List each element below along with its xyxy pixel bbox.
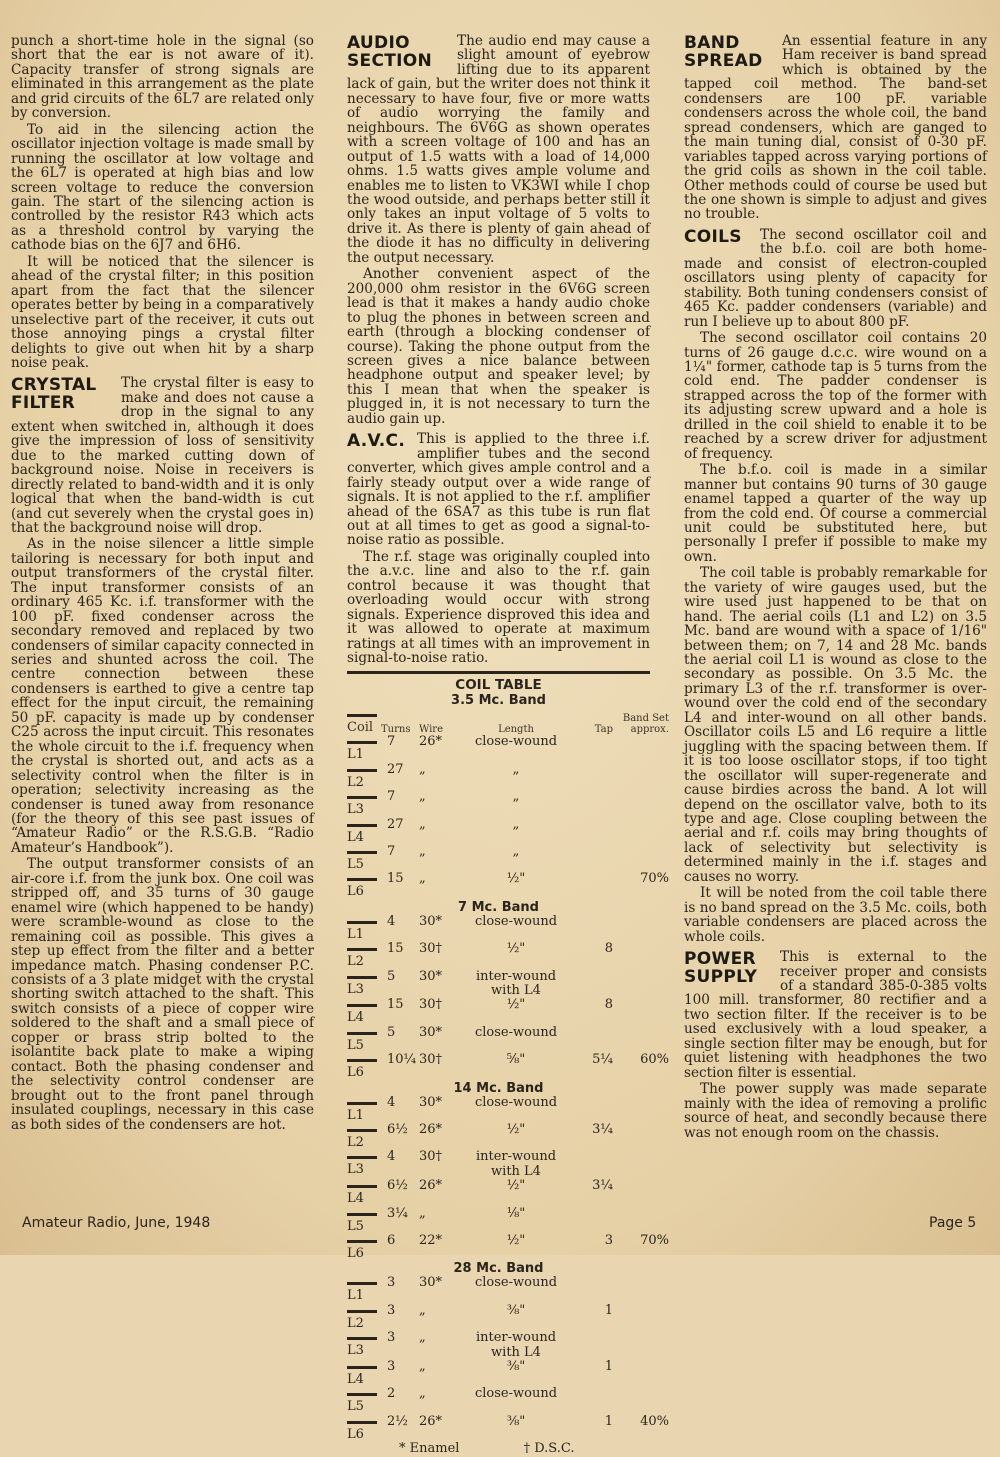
table-cell: 3¼ bbox=[592, 1121, 613, 1137]
table-cell: L5 bbox=[347, 851, 377, 872]
table-row bbox=[347, 1233, 669, 1262]
table-cell bbox=[617, 942, 669, 969]
table-row bbox=[347, 1207, 650, 1234]
table-cell bbox=[617, 790, 669, 817]
table-cell: L2 bbox=[347, 948, 377, 969]
table-cell: 70% bbox=[640, 1233, 669, 1249]
table-cell: 27 bbox=[387, 761, 404, 777]
table-row bbox=[347, 942, 650, 969]
table-cell: 30† bbox=[419, 997, 443, 1013]
power-supply-section bbox=[684, 950, 987, 1140]
table-cell: 6½ bbox=[387, 1178, 408, 1194]
band-title: 14 Mc. Band bbox=[453, 1080, 544, 1096]
table-cell bbox=[617, 1123, 669, 1150]
table-cell: „ bbox=[512, 816, 520, 832]
table-cell: 3¼ bbox=[592, 1178, 613, 1194]
table-cell: 30† bbox=[419, 941, 443, 957]
section-heading: AUDIO SECTION bbox=[347, 33, 433, 71]
table-cell bbox=[617, 818, 669, 845]
paragraph: Another convenient aspect of the 200,000 ohm resistor in the 6V6G screen lead is that it makes a handy audio choke to plug the phones in between screen and earth (through a blocking condenser of course). Taking the phone output from the screen gives a nice balance between headphone output and speaker level; by this I mean that when the speaker is plugged in, it is not necessary to turn the audio gain up. bbox=[347, 266, 650, 427]
table-cell bbox=[575, 915, 613, 942]
column-header: Coil bbox=[347, 714, 377, 735]
table-cell: 15 bbox=[387, 997, 404, 1013]
table-row bbox=[347, 1276, 650, 1303]
column-header: Turns bbox=[381, 724, 411, 736]
table-cell: 30* bbox=[419, 968, 443, 984]
table-cell: 4 bbox=[387, 1094, 396, 1110]
paragraph: It will be noticed that the silencer is ahead of the crystal filter; in this position apart from the fact that the silencer operates better by being in a comparatively unselective part of the receiver, it cuts out those annoying pings a crystal filter delights to give out when hit by a sharp noise peak. bbox=[11, 253, 314, 371]
table-cell: close-wound bbox=[474, 734, 558, 750]
table-row bbox=[347, 845, 650, 872]
table-cell: close-wound bbox=[474, 1386, 558, 1402]
column-2 bbox=[347, 33, 669, 1457]
table-cell: „ bbox=[419, 1359, 426, 1375]
table-cell bbox=[617, 1207, 669, 1234]
paragraph: To aid in the silencing action the oscillator injection voltage is made small by running the oscillator at low voltage and the 6L7 is operated at high bias and low screen voltage to reduce the conversion gain. The start of the silencing action is controlled by the resistor R43 which acts as a threshold control by varying the cathode bias on the 6J7 and 6H6. bbox=[11, 121, 314, 254]
table-cell: „ bbox=[419, 761, 426, 777]
column-1 bbox=[11, 34, 314, 1132]
table-cell: 3 bbox=[387, 1275, 396, 1291]
table-cell: L5 bbox=[347, 1213, 377, 1234]
paragraph: The second oscillator coil and the b.f.o. coil are both home-made and consist of electron-coupled oscillators using plenty of capacity for stability. Both tuning condensers consist of 465 Kc. padder condensers (variable) and run I believe up to about 800 pF. bbox=[684, 226, 987, 330]
table-cell: 40% bbox=[640, 1413, 669, 1429]
table-cell bbox=[461, 1331, 571, 1360]
table-cell: „ bbox=[419, 871, 426, 887]
table-cell bbox=[617, 1179, 669, 1206]
table-cell: 2 bbox=[387, 1386, 396, 1402]
table-row bbox=[347, 970, 650, 999]
table-cell bbox=[575, 845, 613, 872]
table-cell: „ bbox=[419, 789, 426, 805]
table-cell: 4 bbox=[387, 913, 396, 929]
table-cell: ½" bbox=[506, 941, 526, 957]
table-cell: „ bbox=[512, 761, 520, 777]
table-cell: 6½ bbox=[387, 1121, 408, 1137]
table-cell: ½" bbox=[506, 1178, 526, 1194]
table-cell: L2 bbox=[347, 769, 377, 790]
table-cell: L5 bbox=[347, 1393, 377, 1414]
table-cell: L1 bbox=[347, 741, 377, 762]
table-cell: L6 bbox=[347, 878, 377, 899]
table-cell bbox=[617, 1360, 669, 1387]
table-cell bbox=[575, 1387, 613, 1414]
band-spread-section bbox=[684, 34, 987, 222]
table-cell bbox=[617, 1276, 669, 1303]
section-heading: BAND SPREAD bbox=[684, 33, 763, 71]
table-row bbox=[347, 763, 650, 790]
table-cell: ⅛" bbox=[506, 1205, 526, 1221]
table-cell: 27 bbox=[387, 816, 404, 832]
table-cell: L4 bbox=[347, 1366, 377, 1387]
table-row bbox=[347, 1179, 650, 1206]
table-cell: „ bbox=[419, 1386, 426, 1402]
section-heading: A.V.C. bbox=[347, 431, 406, 452]
table-cell bbox=[575, 970, 613, 999]
coil-table-body bbox=[347, 692, 669, 1442]
table-cell: L1 bbox=[347, 1282, 377, 1303]
table-cell: 15 bbox=[387, 871, 404, 887]
table-cell bbox=[617, 970, 669, 999]
table-cell bbox=[575, 1331, 613, 1360]
table-cell: „ bbox=[419, 1205, 426, 1221]
table-cell: L5 bbox=[347, 1032, 377, 1053]
paragraph: The r.f. stage was originally coupled into the a.v.c. line and also to the r.f. gain control because it was thought that overloading would occur with strong signals. Experience disproved this idea and it was allowed to operate at maximum ratings at all times with an improvement in signal-to-noise ratio. bbox=[347, 548, 650, 667]
table-cell bbox=[461, 970, 571, 999]
table-cell: „ bbox=[419, 816, 426, 832]
table-cell bbox=[617, 1096, 669, 1123]
table-cell: „ bbox=[419, 1330, 426, 1346]
table-cell: 30* bbox=[419, 913, 443, 929]
table-cell: 8 bbox=[604, 941, 613, 957]
paragraph: The output transformer consists of an air-core i.f. from the junk box. One coil was stripped off, and 35 turns of 30 gauge enamel wire (which happened to be handy) were scramble-wound as close to the remaining coil as possible. This gives a step up effect from the filter and a better impedance match. Phasing condenser P.C. consists of a 3 plate midget with the crystal shorting switch attached to the shaft. This switch consists of a piece of copper wire soldered to the shaft and a small piece of copper or brass strip bolted to the isolantite back plate to make a wiping contact. Both the phasing condenser and the selectivity control condenser are brought out to the front panel through insulated couplings, necessary in this case as both sides of the condensers are hot. bbox=[11, 856, 314, 1133]
table-cell: ½" bbox=[506, 1233, 526, 1249]
paragraph: An essential feature in any Ham receiver is band spread which is obtained by the tapped coil method. The band-set condensers are 100 pF. variable condensers across the whole coil, the band spread condensers, which are ganged to the main tuning dial, consist of 0-30 pF. variables tapped across varying portions of the grid coils as shown in the coil table. Other methods could of course be used but the one shown is simple to adjust and gives no trouble. bbox=[684, 33, 987, 223]
table-row bbox=[347, 1360, 650, 1387]
table-cell bbox=[617, 735, 669, 762]
table-cell: 15 bbox=[387, 941, 404, 957]
table-row bbox=[347, 1413, 669, 1442]
table-row bbox=[347, 1331, 650, 1360]
paragraph: This is external to the receiver proper and consists of a standard 385-0-385 volts 100 mill. transformer, 80 rectifier and a two section filter. If the receiver is to be used exclusively with a loud speaker, a single section filter may be enough, but for quiet listening with headphones the two section filter is essential. bbox=[684, 949, 987, 1081]
footer-publication: Amateur Radio, June, 1948 bbox=[22, 1215, 211, 1231]
table-cell: 4 bbox=[387, 1149, 396, 1165]
table-row bbox=[347, 1026, 650, 1053]
audio-section bbox=[347, 34, 650, 426]
column-3 bbox=[684, 34, 987, 1140]
table-row bbox=[347, 871, 669, 900]
table-cell: 1 bbox=[604, 1359, 613, 1375]
coil-table-header bbox=[347, 708, 669, 736]
paragraph: The second oscillator coil contains 20 turns of 26 gauge d.c.c. wire wound on a 1¼" former, cathode tap is 5 turns from the cold end. The padder condenser is strapped across the top of the former with its adjusting screw upward and a hole is drilled in the coil shield to enable it to be reached by a screw driver for adjustment of frequency. bbox=[684, 330, 987, 462]
table-cell: 26* bbox=[419, 1178, 443, 1194]
table-cell: close-wound bbox=[474, 1094, 558, 1110]
table-cell: L3 bbox=[347, 1337, 377, 1360]
coil-table bbox=[347, 671, 669, 1457]
table-cell bbox=[575, 763, 613, 790]
table-cell: ⅜" bbox=[506, 1359, 526, 1375]
table-cell: 5 bbox=[387, 1024, 396, 1040]
table-cell bbox=[617, 1331, 669, 1360]
table-cell: 5 bbox=[387, 968, 396, 984]
paragraph: punch a short-time hole in the signal (so short that the ear is not aware of it). Capacity transfer of strong signals are eliminated in this arrangement as the plate and grid circuits of the 6L7 are related only by conversion. bbox=[11, 33, 314, 122]
table-cell: ½" bbox=[506, 997, 526, 1013]
column-header: Wire bbox=[419, 724, 443, 736]
table-cell: ½" bbox=[506, 871, 526, 887]
footnote-enamel: * Enamel bbox=[399, 1441, 460, 1457]
paragraph: The audio end may cause a slight amount of eyebrow lifting due to its apparent lack of gain, but the writer does not think it necessary to have four, five or more watts of audio worrying the family and neighbours. The 6V6G as shown operates with a screen voltage of 100 and has an output of 1.5 watts with a load of 14,000 ohms. 1.5 watts gives ample volume and enables me to listen to VK3WI while I chop the wood outside, and perhaps better still it only takes an input voltage of 5 volts to drive it. As there is plenty of gain ahead of the diode it has no difficulty in delivering the output necessary. bbox=[347, 33, 650, 266]
table-cell: L6 bbox=[347, 1059, 377, 1080]
table-cell bbox=[617, 845, 669, 872]
footnote-dsc: † D.S.C. bbox=[523, 1441, 575, 1457]
length-line: with L4 bbox=[491, 982, 541, 998]
table-cell bbox=[575, 1207, 613, 1234]
table-cell: 30* bbox=[419, 1275, 443, 1291]
table-cell: L4 bbox=[347, 1004, 377, 1025]
table-cell: L2 bbox=[347, 1129, 377, 1150]
table-cell bbox=[575, 735, 613, 762]
table-cell: 30† bbox=[419, 1149, 443, 1165]
table-cell: L6 bbox=[347, 1421, 377, 1442]
column-header: Band Set approx. bbox=[622, 713, 669, 736]
table-cell: L6 bbox=[347, 1240, 377, 1261]
table-cell: „ bbox=[419, 843, 426, 859]
table-row bbox=[347, 1123, 650, 1150]
section-heading: CRYSTAL FILTER bbox=[11, 375, 97, 414]
table-cell: L4 bbox=[347, 824, 377, 845]
table-cell: 3¼ bbox=[387, 1205, 408, 1221]
table-row bbox=[347, 1387, 650, 1414]
table-cell: 26* bbox=[419, 1121, 443, 1137]
table-row bbox=[347, 1150, 650, 1179]
coils-section bbox=[684, 228, 987, 944]
length-line: inter-wound bbox=[475, 968, 557, 984]
table-cell: 7 bbox=[387, 843, 396, 859]
table-cell: ⅜" bbox=[506, 1413, 526, 1429]
table-cell: ⅜" bbox=[506, 1302, 526, 1318]
table-cell bbox=[461, 1150, 571, 1179]
table-cell: 26* bbox=[419, 734, 443, 750]
table-cell: ⅝" bbox=[506, 1052, 526, 1068]
table-cell: 30* bbox=[419, 1094, 443, 1110]
column-header: Tap bbox=[594, 724, 613, 736]
table-cell bbox=[617, 1387, 669, 1414]
table-cell: close-wound bbox=[474, 1275, 558, 1291]
table-cell bbox=[575, 818, 613, 845]
section-heading: COILS bbox=[684, 226, 742, 247]
table-cell: 22* bbox=[419, 1233, 443, 1249]
table-row bbox=[347, 790, 650, 817]
paragraph: The power supply was made separate mainly with the idea of removing a prolific source of heat, and secondly because there was not enough room on the chassis. bbox=[684, 1081, 987, 1141]
table-cell: L3 bbox=[347, 796, 377, 817]
table-cell bbox=[575, 1276, 613, 1303]
paragraph: It will be noted from the coil table there is no band spread on the 3.5 Mc. coils, both variable condensers are placed across the whole coils. bbox=[684, 885, 987, 945]
table-cell: 8 bbox=[604, 997, 613, 1013]
table-cell bbox=[617, 763, 669, 790]
length-line: inter-wound bbox=[475, 1149, 557, 1165]
table-cell bbox=[617, 998, 669, 1025]
table-cell: close-wound bbox=[474, 1024, 558, 1040]
column-header: Length bbox=[498, 724, 534, 736]
table-cell bbox=[575, 1096, 613, 1123]
band-title: 7 Mc. Band bbox=[458, 899, 539, 915]
table-cell: L3 bbox=[347, 1156, 377, 1179]
table-cell: 2½ bbox=[387, 1413, 408, 1429]
table-row bbox=[347, 1052, 669, 1081]
table-cell: 10¼ bbox=[387, 1052, 417, 1068]
table-cell: 1 bbox=[604, 1302, 613, 1318]
band-title: 28 Mc. Band bbox=[453, 1261, 544, 1277]
table-cell: 6 bbox=[387, 1233, 396, 1249]
table-cell bbox=[617, 915, 669, 942]
table-cell: 3 bbox=[387, 1359, 396, 1375]
table-cell: L1 bbox=[347, 1102, 377, 1123]
table-cell: L2 bbox=[347, 1310, 377, 1331]
table-cell: „ bbox=[419, 1302, 426, 1318]
avc-section bbox=[347, 432, 650, 665]
paragraph: This is applied to the three i.f. amplifier tubes and the second converter, which gives ample control and a fairly steady output over a wide range of signals. It is not applied to the r.f. amplifier ahead of the 6SA7 as this tube is run flat out at all times to get as good a signal-to-noise ratio as possible. bbox=[347, 431, 650, 549]
table-cell: „ bbox=[512, 843, 520, 859]
table-cell: 30* bbox=[419, 1024, 443, 1040]
length-line: with L4 bbox=[491, 1344, 541, 1360]
table-row bbox=[347, 735, 650, 762]
table-row bbox=[347, 1096, 650, 1123]
coil-table-title: COIL TABLE bbox=[455, 677, 542, 694]
band-title: 3.5 Mc. Band bbox=[451, 692, 546, 708]
crystal-filter-section bbox=[11, 376, 314, 1132]
length-line: inter-wound bbox=[475, 1330, 557, 1346]
table-row bbox=[347, 915, 650, 942]
table-cell: 3 bbox=[387, 1302, 396, 1318]
table-cell: ½" bbox=[506, 1121, 526, 1137]
table-cell: 7 bbox=[387, 789, 396, 805]
table-cell: 5¼ bbox=[592, 1052, 613, 1068]
table-cell bbox=[617, 1150, 669, 1179]
table-cell bbox=[617, 1026, 669, 1053]
table-cell: 70% bbox=[640, 871, 669, 887]
table-cell: close-wound bbox=[474, 913, 558, 929]
table-cell: L1 bbox=[347, 921, 377, 942]
table-cell: L3 bbox=[347, 976, 377, 999]
section-heading: POWER SUPPLY bbox=[684, 949, 758, 988]
table-row bbox=[347, 818, 650, 845]
coil-table-footnotes bbox=[399, 1442, 650, 1456]
table-cell: 26* bbox=[419, 1413, 443, 1429]
table-cell bbox=[575, 872, 613, 899]
table-cell bbox=[575, 790, 613, 817]
table-cell: 3 bbox=[604, 1233, 613, 1249]
table-cell: 3 bbox=[387, 1330, 396, 1346]
footer-page-number: Page 5 bbox=[929, 1215, 977, 1231]
table-cell: 7 bbox=[387, 734, 396, 750]
table-cell: 1 bbox=[604, 1413, 613, 1429]
table-cell bbox=[575, 1150, 613, 1179]
table-row bbox=[347, 998, 650, 1025]
paragraph: As in the noise silencer a little simple tailoring is necessary for both input and output transformers of the crystal filter. The input transformer consists of an ordinary 465 Kc. i.f. transformer with the 100 pF. fixed condenser across the secondary removed and replaced by two condensers of similar capacity connected in series and shunted across the coil. The centre connection between these condensers is earthed to give a centre tap effect for the input circuit, the remaining 50 pF. capacity is made up by condenser C25 across the input circuit. This resonates the whole circuit to the i.f. frequency when the crystal is shorted out, and acts as a selectivity control when the filter is in operation; selectivity increasing as the condenser is tuned away from resonance (for the theory of this see past issues of “Amateur Radio” or the R.S.G.B. “Radio Amateur’s Handbook”). bbox=[11, 536, 314, 856]
table-cell: 30† bbox=[419, 1052, 443, 1068]
table-row bbox=[347, 1304, 650, 1331]
table-cell: L4 bbox=[347, 1185, 377, 1206]
table-cell bbox=[575, 1026, 613, 1053]
table-cell: „ bbox=[512, 789, 520, 805]
paragraph: The crystal filter is easy to make and does not cause a drop in the signal to any extent when switched in, although it does give the impression of loss of sensitivity due to the marked cutting down of background noise. Noise in receivers is directly related to band-width and it is only logical that when the band-width is cut (and cut severely when the crystal goes in) that the background noise will drop. bbox=[11, 375, 314, 536]
paragraph: The b.f.o. coil is made in a similar manner but contains 90 turns of 30 gauge enamel tapped a quarter of the way up from the cold end. Of course a commercial unit could be substituted here, but personally I prefer if possible to make my own. bbox=[684, 462, 987, 565]
table-cell: 60% bbox=[640, 1052, 669, 1068]
table-cell bbox=[617, 1304, 669, 1331]
paragraph: The coil table is probably remarkable for the variety of wire gauges used, but the wire used just happened to be that on hand. The aerial coils (L1 and L2) on 3.5 Mc. band are wound with a space of 1/16" between them; on 7, 14 and 28 Mc. bands the aerial coil L1 is wound as close to the secondary as possible. On 3.5 Mc. the primary L3 of the r.f. transformer is over-wound over the cold end of the secondary L4 and inter-wound on all other bands. Oscillator coils L5 and L6 require a little juggling with the spacing between them. If it is too loose oscillator stops, if too tight the oscillator will super-regenerate and cause birdies across the band. A lot will depend on the oscillator valve, both to its type and age. Close coupling between the aerial and r.f. coils may bring thoughts of lack of selectivity but selectivity is determined mainly in the i.f. stages and causes no worry. bbox=[684, 565, 987, 885]
length-line: with L4 bbox=[491, 1163, 541, 1179]
